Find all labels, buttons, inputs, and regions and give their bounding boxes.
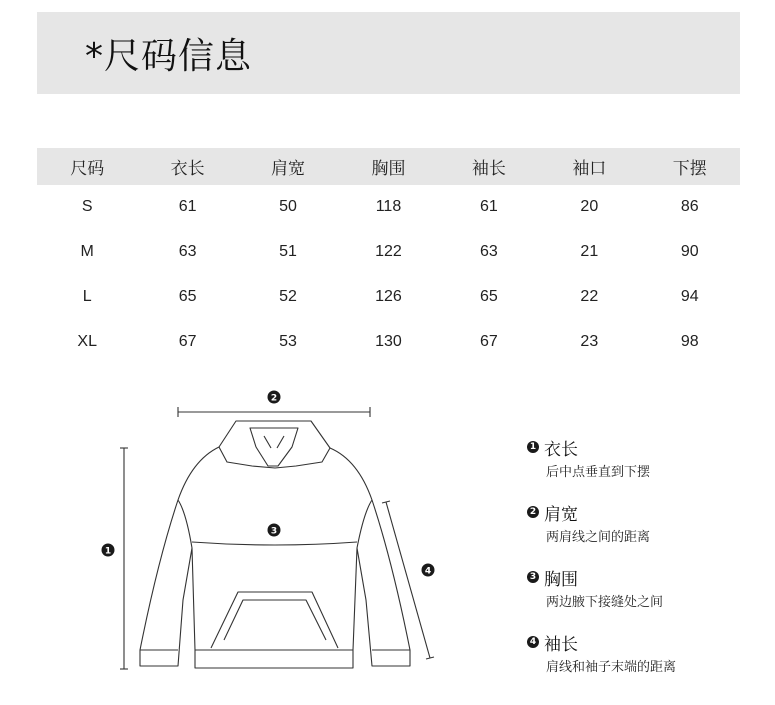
- table-header-row: [37, 148, 740, 185]
- legend-desc: 两肩线之间的距离: [546, 530, 651, 545]
- title-bar: [37, 12, 740, 94]
- marker-2-icon: [268, 391, 281, 404]
- header-hem: 下摆: [640, 148, 740, 185]
- table-cell: 94: [680, 287, 699, 305]
- number-4-icon: 4: [527, 636, 539, 648]
- legend-name: 肩宽: [544, 504, 578, 525]
- table-cell: XL: [77, 332, 97, 350]
- table-cell: S: [81, 198, 93, 215]
- table-cell: 63: [480, 242, 498, 260]
- header-size: 尺码: [37, 148, 137, 185]
- marker-3-icon: [268, 524, 281, 537]
- hoodie-body: [140, 447, 410, 666]
- marker-1-icon: [102, 544, 115, 557]
- measurement-legend: [527, 435, 747, 695]
- table-cell: 90: [680, 242, 699, 260]
- legend-item-chest: [527, 565, 747, 610]
- header-chest: 胸围: [338, 148, 438, 185]
- table-cell: 23: [580, 332, 599, 350]
- table-cell: 65: [178, 287, 197, 305]
- table-cell: 126: [375, 287, 402, 305]
- table-cell: 50: [279, 198, 297, 215]
- table-cell: L: [82, 287, 92, 305]
- table-cell: 22: [580, 287, 599, 305]
- table-cell: 122: [375, 242, 402, 260]
- page-title: *尺码信息: [85, 36, 253, 77]
- table-cell: 61: [480, 198, 498, 215]
- legend-desc: 后中点垂直到下摆: [546, 465, 651, 480]
- svg-text:1: 1: [104, 546, 112, 557]
- svg-text:3: 3: [270, 526, 278, 537]
- table-row: [37, 274, 740, 319]
- table-cell: 53: [279, 332, 297, 350]
- legend-desc: 肩线和袖子末端的距离: [546, 660, 677, 675]
- legend-name: 袖长: [544, 634, 578, 655]
- table-cell: 86: [680, 198, 699, 215]
- size-table: [37, 148, 740, 364]
- sleeve-measure-line: [386, 502, 430, 658]
- table-cell: 20: [580, 198, 599, 215]
- table-cell: 118: [375, 198, 402, 215]
- header-sleeve: 袖长: [439, 148, 539, 185]
- svg-text:4: 4: [424, 566, 432, 577]
- table-cell: 130: [375, 332, 402, 350]
- legend-item-length: [527, 435, 747, 480]
- legend-name: 胸围: [544, 569, 578, 590]
- table-cell: 67: [178, 332, 197, 350]
- header-cuff: 袖口: [539, 148, 639, 185]
- number-3-icon: 3: [527, 571, 539, 583]
- marker-4-icon: [422, 564, 435, 577]
- legend-item-shoulder: [527, 500, 747, 545]
- svg-text:2: 2: [270, 393, 278, 404]
- table-cell: 98: [680, 332, 699, 350]
- legend-item-sleeve: [527, 630, 747, 675]
- header-length: 衣长: [137, 148, 237, 185]
- table-cell: 21: [580, 242, 599, 260]
- table-row: [37, 229, 740, 274]
- header-shoulder: 肩宽: [238, 148, 338, 185]
- table-cell: 63: [178, 242, 197, 260]
- table-cell: 65: [480, 287, 498, 305]
- table-cell: 52: [279, 287, 297, 305]
- table-cell: 61: [178, 198, 197, 215]
- table-cell: 67: [480, 332, 498, 350]
- table-row: [37, 319, 740, 364]
- table-cell: 51: [279, 242, 297, 260]
- legend-desc: 两边腋下接缝处之间: [546, 595, 664, 610]
- legend-name: 衣长: [544, 439, 578, 460]
- number-1-icon: 1: [527, 441, 539, 453]
- table-cell: M: [80, 242, 94, 260]
- table-row: [37, 185, 740, 229]
- number-2-icon: 2: [527, 506, 539, 518]
